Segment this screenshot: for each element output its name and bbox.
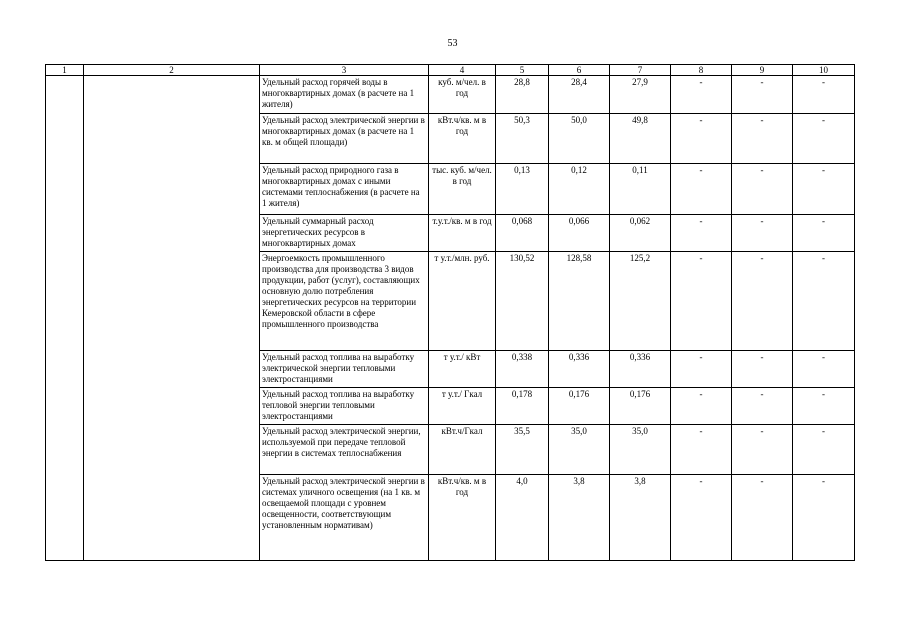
unit-cell: т у.т./ Гкал <box>429 388 496 425</box>
dash-cell: - <box>732 425 793 475</box>
dash-cell: - <box>671 215 732 252</box>
indicator-name-cell: Энергоемкость промышленного производства для производства 3 видов продукции, работ (услуг), составляющих основную долю потребления энергетических ресурсов на территории Кемеровской области в сфере промышленного производства <box>260 252 429 351</box>
dash-cell: - <box>732 351 793 388</box>
value-cell: 35,0 <box>610 425 671 475</box>
dash-cell: - <box>671 76 732 114</box>
indicator-name-cell: Удельный суммарный расход энергетических ресурсов в многоквартирных домах <box>260 215 429 252</box>
value-cell: 0,336 <box>610 351 671 388</box>
dash-cell: - <box>732 114 793 164</box>
dash-cell: - <box>793 215 855 252</box>
value-2020-cell: 35,5 <box>496 425 549 475</box>
value-cell: 0,336 <box>549 351 610 388</box>
value-2020-cell: 0,178 <box>496 388 549 425</box>
dash-cell: - <box>793 388 855 425</box>
column-2-cell <box>84 76 260 561</box>
value-cell: 27,9 <box>610 76 671 114</box>
dash-cell: - <box>793 252 855 351</box>
dash-cell: - <box>732 388 793 425</box>
indicator-name-cell: Удельный расход электрической энергии, используемой при передаче тепловой энергии в системах теплоснабжения <box>260 425 429 475</box>
dash-cell: - <box>732 252 793 351</box>
column-header: 10 <box>793 65 855 76</box>
value-cell: 0,12 <box>549 164 610 215</box>
value-cell: 0,11 <box>610 164 671 215</box>
value-2020-cell: 50,3 <box>496 114 549 164</box>
indicator-name-cell: Удельный расход топлива на выработку электрической энергии тепловыми электростанциями <box>260 351 429 388</box>
value-cell: 35,0 <box>549 425 610 475</box>
column-header: 1 <box>46 65 84 76</box>
value-cell: 0,176 <box>549 388 610 425</box>
dash-cell: - <box>793 425 855 475</box>
dash-cell: - <box>793 164 855 215</box>
column-header: 8 <box>671 65 732 76</box>
dash-cell: - <box>671 114 732 164</box>
value-2020-cell: 28,8 <box>496 76 549 114</box>
dash-cell: - <box>793 475 855 561</box>
value-2020-cell: 4,0 <box>496 475 549 561</box>
dash-cell: - <box>732 164 793 215</box>
column-header: 2 <box>84 65 260 76</box>
value-2020-cell: 0,338 <box>496 351 549 388</box>
unit-cell: т.у.т./кв. м в год <box>429 215 496 252</box>
value-cell: 0,062 <box>610 215 671 252</box>
dash-cell: - <box>671 388 732 425</box>
table-row <box>46 76 855 114</box>
value-2020-cell: 0,068 <box>496 215 549 252</box>
dash-cell: - <box>793 114 855 164</box>
dash-cell: - <box>671 425 732 475</box>
unit-cell: т у.т./млн. руб. <box>429 252 496 351</box>
column-header: 7 <box>610 65 671 76</box>
column-1-cell <box>46 76 84 561</box>
value-2020-cell: 0,13 <box>496 164 549 215</box>
value-cell: 3,8 <box>549 475 610 561</box>
dash-cell: - <box>732 76 793 114</box>
dash-cell: - <box>793 351 855 388</box>
value-cell: 50,0 <box>549 114 610 164</box>
value-cell: 125,2 <box>610 252 671 351</box>
dash-cell: - <box>671 252 732 351</box>
indicators-table <box>45 64 855 561</box>
table-body <box>46 76 855 561</box>
unit-cell: тыс. куб. м/чел. в год <box>429 164 496 215</box>
indicator-name-cell: Удельный расход электрической энергии в многоквартирных домах (в расчете на 1 кв. м общей площади) <box>260 114 429 164</box>
unit-cell: кВт.ч/кв. м в год <box>429 114 496 164</box>
indicator-name-cell: Удельный расход горячей воды в многоквартирных домах (в расчете на 1 жителя) <box>260 76 429 114</box>
column-header: 5 <box>496 65 549 76</box>
indicator-name-cell: Удельный расход природного газа в многоквартирных домах с иными системами теплоснабжения (в расчете на 1 жителя) <box>260 164 429 215</box>
value-cell: 3,8 <box>610 475 671 561</box>
value-cell: 49,8 <box>610 114 671 164</box>
header-row <box>46 65 855 76</box>
dash-cell: - <box>671 475 732 561</box>
value-cell: 128,58 <box>549 252 610 351</box>
unit-cell: кВт.ч/Гкал <box>429 425 496 475</box>
unit-cell: т у.т./ кВт <box>429 351 496 388</box>
dash-cell: - <box>671 351 732 388</box>
column-header: 9 <box>732 65 793 76</box>
column-header: 6 <box>549 65 610 76</box>
value-cell: 0,066 <box>549 215 610 252</box>
column-header: 4 <box>429 65 496 76</box>
page-number: 53 <box>447 38 458 49</box>
unit-cell: кВт.ч/кв. м в год <box>429 475 496 561</box>
dash-cell: - <box>732 475 793 561</box>
value-2020-cell: 130,52 <box>496 252 549 351</box>
unit-cell: куб. м/чел. в год <box>429 76 496 114</box>
value-cell: 0,176 <box>610 388 671 425</box>
column-header: 3 <box>260 65 429 76</box>
indicator-name-cell: Удельный расход топлива на выработку тепловой энергии тепловыми электростанциями <box>260 388 429 425</box>
indicator-name-cell: Удельный расход электрической энергии в системах уличного освещения (на 1 кв. м освещаемой площади с уровнем освещенности, соответствующим установленным нормативам) <box>260 475 429 561</box>
dash-cell: - <box>793 76 855 114</box>
value-cell: 28,4 <box>549 76 610 114</box>
dash-cell: - <box>671 164 732 215</box>
dash-cell: - <box>732 215 793 252</box>
